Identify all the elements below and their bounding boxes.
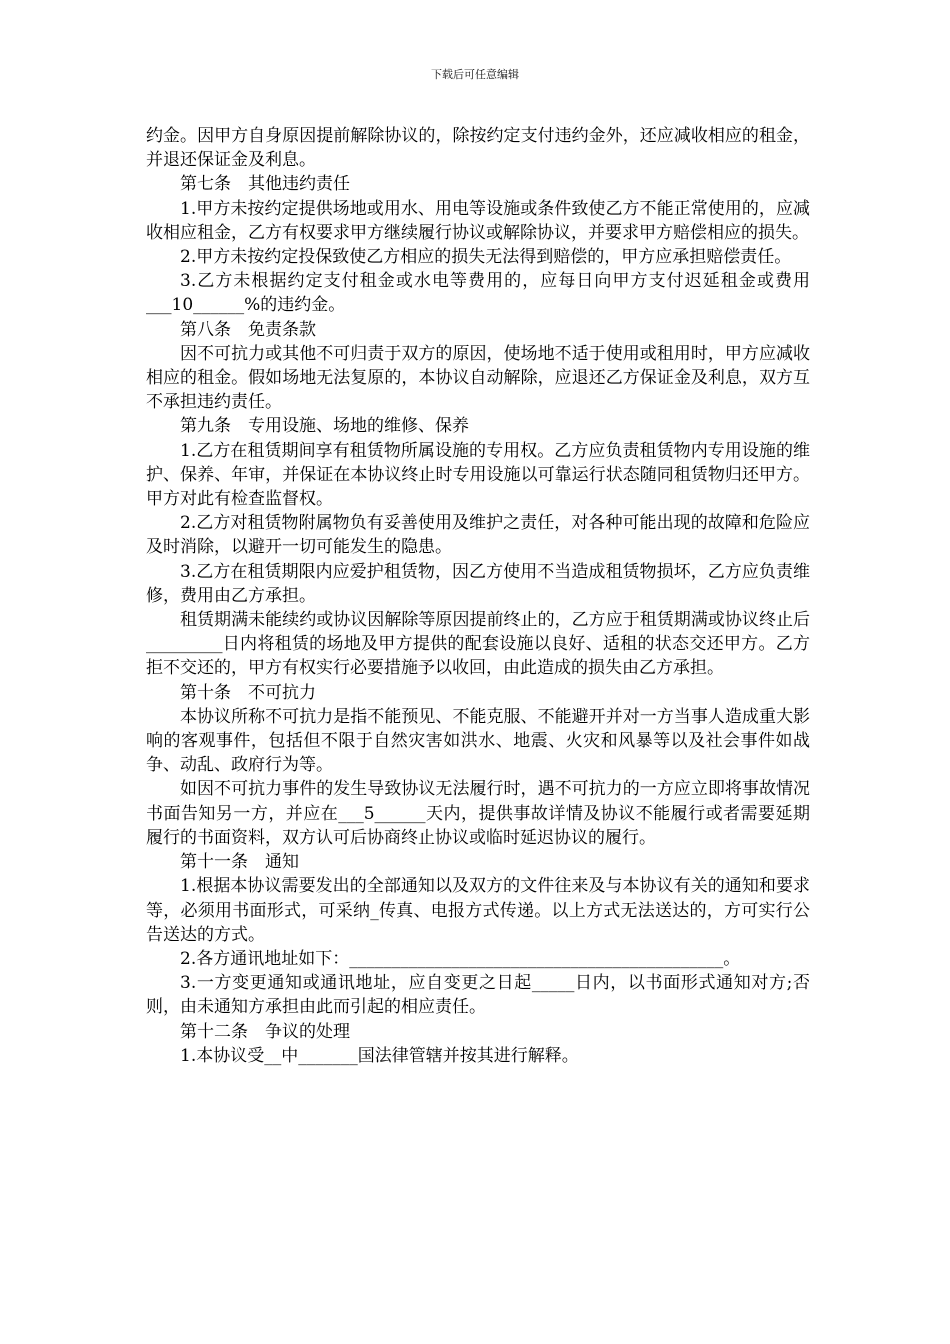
paragraph: 本协议所称不可抗力是指不能预见、不能克服、不能避开并对一方当事人造成重大影响的客观事件，包括但不限于自然灾害如洪水、地震、火灾和风暴等以及社会事件如战争、动乱、政府行为等。 [146,706,810,776]
article-heading: 第七条 其他违约责任 [180,174,350,195]
paragraph: 1.根据本协议需要发出的全部通知以及双方的文件往来及与本协议有关的通知和要求等，必须用书面形式，可采纳_传真、电报方式传递。以上方式无法送达的，方可实行公告送达的方式。 [146,876,810,945]
article-heading: 第九条 专用设施、场地的维修、保养 [180,416,469,437]
article-heading: 第十条 不可抗力 [180,682,316,703]
paragraph: 约金。因甲方自身原因提前解除协议的，除按约定支付违约金外，还应减收相应的租金，并退还保证金及利息。 [146,126,810,171]
article-heading: 第十二条 争议的处理 [180,1021,350,1042]
article-heading: 第八条 免责条款 [180,319,316,340]
paragraph: 3.乙方未根据约定支付租金或水电等费用的，应每日向甲方支付迟延租金或费用___10______%的违约金。 [146,271,810,316]
paragraph: 1.甲方未按约定提供场地或用水、用电等设施或条件致使乙方不能正常使用的，应减收相应租金，乙方有权要求甲方继续履行协议或解除协议，并要求甲方赔偿相应的损失。 [146,198,810,243]
paragraph: 2.甲方未按约定投保致使乙方相应的损失无法得到赔偿的，甲方应承担赔偿责任。 [180,247,792,268]
paragraph: 1.本协议受__中_______国法律管辖并按其进行解释。 [180,1045,579,1066]
paragraph: 3.一方变更通知或通讯地址，应自变更之日起_____日内，以书面形式通知对方;否则，由未通知方承担由此而引起的相应责任。 [146,973,810,1018]
article-heading: 第十一条 通知 [180,852,299,873]
page-header: 下载后可任意编辑 [431,68,519,81]
document-body [146,124,810,1068]
paragraph: 因不可抗力或其他不可归责于双方的原因，使场地不适于使用或租用时，甲方应减收相应的租金。假如场地无法复原的，本协议自动解除，应退还乙方保证金及利息，双方互不承担违约责任。 [146,343,810,413]
paragraph: 2.乙方对租赁物附属物负有妥善使用及维护之责任，对各种可能出现的故障和危险应及时消除，以避开一切可能发生的隐患。 [146,513,810,558]
paragraph: 如因不可抗力事件的发生导致协议无法履行时，遇不可抗力的一方应立即将事故情况书面告知另一方，并应在___5______天内，提供事故详情及协议不能履行或者需要延期履行的书面资料，双方认可后协商终止协议或临时延迟协议的履行。 [146,779,810,848]
paragraph: 2.各方通讯地址如下：____________________________________________。 [180,948,741,969]
paragraph: 3.乙方在租赁期限内应爱护租赁物，因乙方使用不当造成租赁物损坏，乙方应负责维修，费用由乙方承担。 [146,561,810,606]
paragraph: 1.乙方在租赁期间享有租赁物所属设施的专用权。乙方应负责租赁物内专用设施的维护、保养、年审，并保证在本协议终止时专用设施以可靠运行状态随同租赁物归还甲方。甲方对此有检查监督权。 [146,440,810,510]
paragraph: 租赁期满未能续约或协议因解除等原因提前终止的，乙方应于租赁期满或协议终止后_________日内将租赁的场地及甲方提供的配套设施以良好、适租的状态交还甲方。乙方拒不交还的，甲方有权实行必要措施予以收回，由此造成的损失由乙方承担。 [146,610,810,679]
